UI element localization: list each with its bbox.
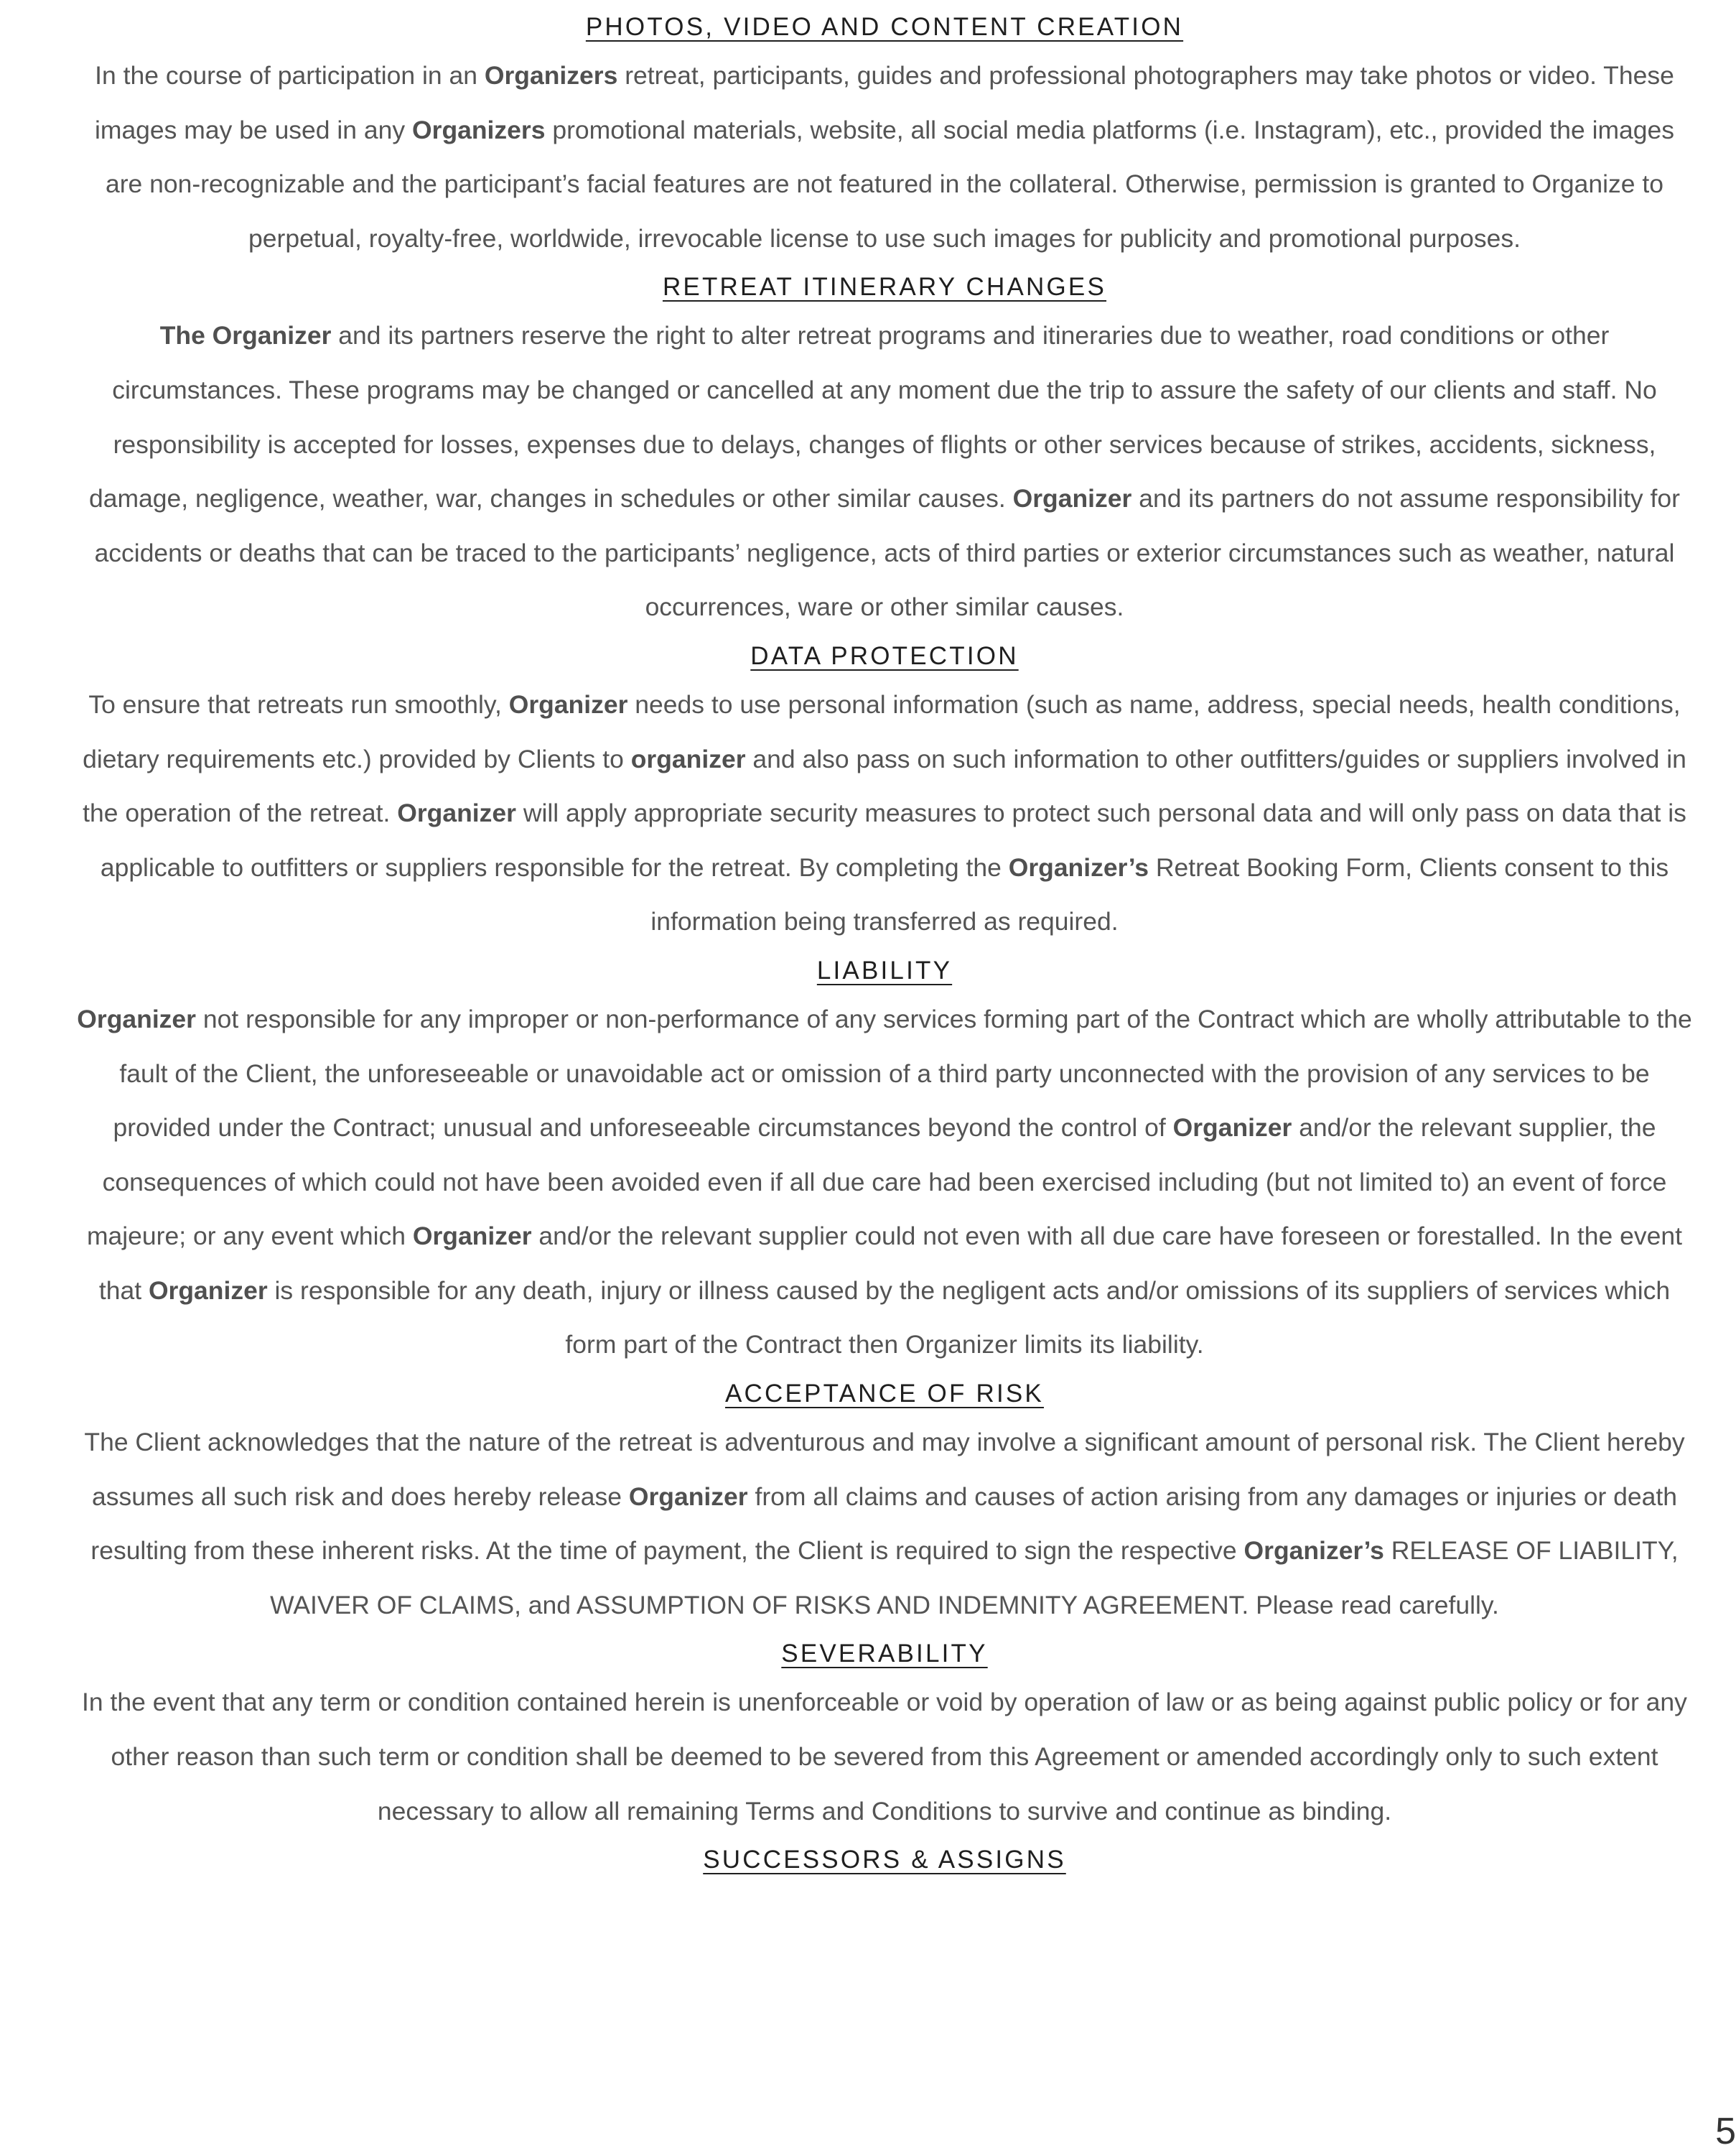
text-run: and/or the relevant supplier, the consequences of which could not have been avoided even if all due care had been exercised including (but not limited to) an event of force majeure; or any event which — [86, 1113, 1667, 1251]
bold-text-run: The Organizer — [159, 321, 332, 350]
text-run: RELEASE OF LIABILITY, WAIVER OF CLAIMS, and ASSUMPTION OF RISKS AND INDEMNITY AGREEMENT. Please read carefully. — [270, 1536, 1679, 1619]
text-run: and its partners reserve the right to alter retreat programs and itineraries due to weather, road conditions or other circumstances. These programs may be changed or cancelled at any moment due the trip to assure the safety of our clients and staff. No responsibility is accepted for losses, expenses due to delays, changes of flights or other services because of strikes, accidents, sickness, damage, negligence, weather, war, changes in schedules or other similar causes. — [89, 321, 1657, 513]
section-successors-assigns — [75, 1838, 1694, 1882]
section-acceptance-of-risk — [75, 1372, 1694, 1632]
section-heading: ACCEPTANCE OF RISK — [725, 1380, 1044, 1408]
section-photos-video — [75, 6, 1694, 266]
section-body — [75, 678, 1694, 949]
bold-text-run: Organizer — [148, 1275, 268, 1305]
bold-text-run: Organizers — [412, 115, 546, 144]
section-heading: SUCCESSORS & ASSIGNS — [703, 1846, 1066, 1874]
bold-text-run: Organizers — [484, 61, 618, 90]
bold-text-run: Organizer — [508, 689, 628, 719]
text-run: needs to use personal information (such as name, address, special needs, health conditions, dietary requirements etc.) provided by Clients to — [83, 689, 1681, 773]
text-run: not responsible for any improper or non-performance of any services forming part of the Contract which are wholly attributable to the fault of the Client, the unforeseeable or unavoidable act or omission of a third party unconnected with the provision of any services to be provided under the Contract; unusual and unforeseeable circumstances beyond the control of — [113, 1004, 1692, 1143]
text-run: retreat, participants, guides and professional photographers may take photos or video. These images may be used in any — [94, 61, 1674, 144]
bold-text-run: Organizer’s — [1008, 852, 1149, 882]
text-run: and its partners do not assume responsibility for accidents or deaths that can be traced to the participants’ negligence, acts of third parties or exterior circumstances such as weather, natural occurrences, ware or other similar causes. — [94, 484, 1680, 622]
bold-text-run: Organizer — [77, 1004, 196, 1033]
section-body — [75, 309, 1694, 635]
section-heading: PHOTOS, VIDEO AND CONTENT CREATION — [585, 13, 1184, 41]
text-run: will apply appropriate security measures to protect such personal data and will only pass on data that is applicable to outfitters or suppliers responsible for the retreat. By completing the — [100, 799, 1686, 882]
text-run: is responsible for any death, injury or illness caused by the negligent acts and/or omissions of its suppliers of services which form part of the Contract then Organizer limits its liability. — [267, 1275, 1671, 1359]
text-run: In the event that any term or condition contained herein is unenforceable or void by operation of law or as being against public policy or for any other reason than such term or condition shall be deemed to be severed from this Agreement or amended accordingly only to such extent necessary to allow all remaining Terms and Conditions to survive and continue as binding. — [82, 1688, 1687, 1826]
text-run: promotional materials, website, all social media platforms (i.e. Instagram), etc., provided the images are non-recognizable and the participant’s facial features are not featured in the collateral. Otherwise, permission is granted to Organize to perpetual, royalty-free, worldwide, irrevocable license to use such images for publicity and promotional purposes. — [105, 115, 1675, 253]
text-run: and also pass on such information to other outfitters/guides or suppliers involved in the operation of the retreat. — [83, 744, 1686, 828]
section-severability — [75, 1632, 1694, 1838]
bold-text-run: organizer — [630, 744, 746, 773]
section-body — [75, 49, 1694, 266]
text-run: In the course of participation in an — [95, 61, 485, 90]
section-heading: DATA PROTECTION — [750, 641, 1019, 670]
page-number: 5 — [1715, 2111, 1736, 2152]
section-heading: RETREAT ITINERARY CHANGES — [662, 273, 1107, 302]
text-run: The Client acknowledges that the nature of the retreat is adventurous and may involve a significant amount of personal risk. The Client hereby assumes all such risk and does hereby release — [84, 1428, 1685, 1511]
section-liability — [75, 949, 1694, 1372]
bold-text-run: Organizer — [397, 799, 516, 828]
section-data-protection — [75, 635, 1694, 949]
section-heading: LIABILITY — [816, 956, 953, 985]
bold-text-run: Organizer — [628, 1482, 748, 1511]
bold-text-run: Organizer’s — [1243, 1536, 1384, 1566]
bold-text-run: Organizer — [412, 1222, 532, 1251]
text-run: from all claims and causes of action arising from any damages or injuries or death resulting from these inherent risks. At the time of payment, the Client is required to sign the respective — [90, 1482, 1677, 1566]
section-body — [75, 992, 1694, 1372]
text-run: and/or the relevant supplier could not even with all due care have foreseen or forestalled. In the event that — [98, 1222, 1682, 1305]
section-body — [75, 1675, 1694, 1838]
bold-text-run: Organizer — [1012, 484, 1132, 513]
section-body — [75, 1415, 1694, 1632]
section-itinerary-changes — [75, 266, 1694, 635]
bold-text-run: Organizer — [1172, 1113, 1292, 1143]
text-run: Retreat Booking Form, Clients consent to this information being transferred as required. — [650, 852, 1669, 936]
section-heading: SEVERABILITY — [781, 1640, 988, 1668]
text-run: To ensure that retreats run smoothly, — [88, 689, 509, 719]
document-page — [75, 6, 1694, 1882]
